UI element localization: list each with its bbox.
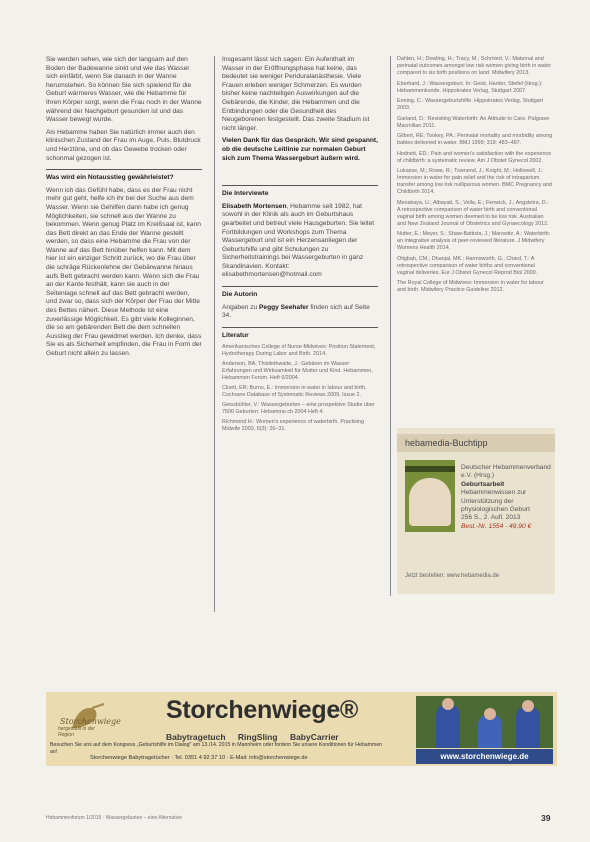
- paragraph: Wenn ich das Gefühl habe, dass es der Frau nicht mehr gut geht, helfe ich ihr bei der Suche aus dem Wasser. Wenn sie Gehilfen dann habe ich genug Möglichkeiten, sie schnell aus der Wanne zu bekommen. Wenn genug Platz im Kreißsaal ist, kann das Bett direkt an das Ende der Wanne gestellt werden, so dass eine Hebamme die Frau von der Wanne auf das Bett hinüber helfen kann. Mit dem hier ist ein einziger Schritt zurück, wo die Frau über die schräge Rückenlehne der Gebärwanne hinaus aufs Bett gebracht werden kann. Wenn sich die Frau an der Kante festhält, kann sie auch in der Seitenlage schnell auf das Bett gebracht werden, und zwar so, dass sich der Körper der Frau der Mitte des Bettes nähert. Diese Methode ist eine zuverlässige Möglichkeit. Es gibt viele Kolleginnen, die so am gebärenden Bett die dem schnellen Ausstieg der Frau gewidmet werden. Ich denke, dass Sie es als Sicherheit empfinden, die Frau in Form der Geburt nicht allein zu lassen.: [46, 186, 202, 357]
- website-link[interactable]: www.storchenwiege.de: [416, 749, 553, 764]
- ad-text: [461, 464, 551, 531]
- reference-item: Gilbert, RE; Tookey, PA.: Perinatal mortality and morbidity among babies delivered in water. BMJ 1999; 319: 483–487.: [397, 133, 553, 146]
- product-item: Babytragetuch: [166, 732, 226, 742]
- page-number: 39: [541, 813, 551, 823]
- paragraph: Insgesamt lässt sich sagen: Ein Aufenthalt im Wasser in der Eröffnungsphase hat keine, das bedeutet sie weniger Periduralanästhesie. Viele Frauen erleben weniger Schmerzen. Es wurden bisher keine nachteiligen Auswirkungen auf die Gebärende, die Kinder, die Hebammen und die Entbindungen oder die Gesundheit des Neugeborenen festgestellt. Das zweite Stadium ist nicht länger.: [222, 56, 370, 132]
- divider: [222, 327, 378, 328]
- divider: [222, 286, 378, 287]
- product-list: [166, 732, 349, 742]
- literature-item: Anderson, BA; Thistlethwaite, J.: Gebären im Wasser: Erfahrungen und Wirksamkeit für Mutter und Kind. Hebammen, Hebammen Forum. Heft 6/2004.: [222, 361, 373, 382]
- order-link[interactable]: Jetzt bestellen: www.hebamedia.de: [405, 573, 500, 579]
- divider: [46, 169, 202, 170]
- banner-contact: Storchenwiege Babytragetücher · Tel. 0351 4 92 37 10 · E-Mail: info@storchenwiege.de: [90, 755, 308, 761]
- book-cover-image: [405, 460, 455, 532]
- paragraph: Als Hebamme haben Sie natürlich immer auch den klinischen Zustand der Frau im Auge, Puls, Blutdruck und Herztöne, und ob das Gewebe trocken oder schonmal gezogen ist.: [46, 128, 201, 162]
- literature-item: Geissbühler, V.: Wassergeburten – eine prospektive Studie über 7500 Geburten: Hebamme.ch 2004 Heft 4.: [222, 402, 375, 416]
- logo-wordmark: Storchenwiege: [60, 717, 121, 726]
- reference-item: Otigbah, CM.; Dhanjal, MK.; Harmsworth, G.; Chard, T.: A retrospective comparison of water births and conventional vaginal deliveries. Eur J Obstet Gynecol Reprod Biol 2000.: [397, 255, 538, 276]
- book-title: Geburtsarbeit: [461, 480, 505, 488]
- book-subtitle: Hebammenwissen zur Unterstützung der physiologischen Geburt: [461, 489, 530, 514]
- ad-header: [397, 434, 555, 452]
- brand-name: Storchenwiege®: [166, 696, 359, 724]
- interviewee-heading: Die Interviewte: [222, 190, 269, 198]
- ad-publisher: Deutscher Hebammenverband e.V. (Hrsg.): [461, 464, 551, 480]
- column-divider: [214, 56, 215, 612]
- page-footer: Hebammenforum 1/2015 · Wassergeburten – eine Alternative: [46, 815, 182, 821]
- reference-item: The Royal College of Midwives: Immersion in water for labour and birth. Midwifery Practice Guideline 2012.: [397, 280, 544, 293]
- references-column: [397, 56, 553, 298]
- banner-invitation: Besuchen Sie uns auf dem Kongress „Geburtshilfe im Dialog" am 13./14. 2015 in Mannheim oder fordern Sie unsere Konditionen für Hebammen an!: [50, 742, 383, 755]
- column-divider: [390, 56, 391, 596]
- article-column-1: [46, 56, 202, 363]
- storchenwiege-banner-ad[interactable]: [46, 692, 557, 766]
- reference-item: Menakaya, U.; Albayati, S.; Vella, E.; Fenwick, J.; Angstetra, D.: A retrospective comparison of water birth and conventional vaginal birth among women deemed to be low risk. Australian and New Zealand Journal of Obstetrics and Gynaecology 2012.: [397, 199, 549, 227]
- author-name: Peggy Seehafer: [259, 303, 309, 311]
- closing-question: Vielen Dank für das Gespräch. Wir sind gespannt, ob die deutsche Leitlinie zur normalen Geburt sich zum Thema Wassergeburt äußern wird.: [222, 137, 378, 162]
- literature-item: Amerikanisches College of Nurse-Midwives: Position Statement, Hydrotherapy During Labor and Birth. 2014.: [222, 344, 376, 358]
- reference-item: Eberhard, J.: Wassergeburt. In: Geist, Harder, Stiefel (Hrsg.): Hebammenkunde. Hippokrates Verlag, Stuttgart 2007.: [397, 80, 543, 94]
- book-cover-band: [405, 466, 455, 472]
- paragraph: Sie werden sehen, wie sich der langsam auf den Boden der Badewanne sinkt und wie das Wasser sich einfärbt, wenn Sie danach in der Wanne herumstehen. So können Sie sich spielend für die Geburt wärmeres Wasser, wie die Hebamme für Ihren Körper sorgt, wenn die Frau noch in der Wanne während der Nachgeburt gesunden ist und das Wasser bewegt wurde.: [46, 56, 202, 124]
- author-heading: Die Autorin: [222, 291, 258, 299]
- book-price: Best.-Nr. 1554 · 49,90 €: [461, 522, 532, 530]
- reference-item: Lukasse, M.; Rowe, R.; Townend, J.; Knight, M.; Hollowell, J.: Immersion in water for pain relief and the risk of intrapartum transfer among low risk nulliparous women. BMC Pregnancy and Childbirth 2014.: [397, 168, 552, 195]
- literature-item: Richmond H.: Women's experience of waterbirth. Practising Midwife 2003, 6(3): 26–31.: [222, 419, 365, 433]
- literature-list: [222, 344, 378, 433]
- author-note: Angaben zu Peggy Seehafer finden sich auf Seite 34.: [222, 303, 370, 320]
- reference-item: Garland, D.: Revisiting Waterbirth: An Attitude to Care. Palgrave Macmillan 2011.: [397, 115, 550, 129]
- reference-item: Nutter, E.; Meyer, S.; Shaw-Battista, J.; Marowitz, A.: Waterbirth: an integrative analysis of peer-reviewed literature. J Midwifery Womens Health 2014.: [397, 231, 551, 251]
- ad-header-text: hebamedia-Buchtipp: [405, 438, 488, 448]
- literature-heading: Literatur: [222, 331, 249, 339]
- interviewee-name: Elisabeth Mortensen: [222, 202, 287, 210]
- reference-item: Hodnett, ED.: Pain and women's satisfaction with the experience of childbirth: a systematic review. Am J Obstet Gynecol 2002.: [397, 150, 552, 164]
- pregnant-belly-photo: [409, 478, 451, 526]
- product-item: RingSling: [237, 732, 278, 742]
- product-item: BabyCarrier: [289, 732, 339, 742]
- article-column-2: [222, 56, 378, 436]
- literature-item: Cluett, ER; Burns, E.: Immersion in water in labour and birth. Cochrane Database of Systematic Reviews 2009, Issue 2.: [222, 385, 367, 399]
- divider: [222, 185, 378, 186]
- book-advertisement[interactable]: [397, 428, 555, 594]
- book-edition: 256 S., 2. Aufl. 2013: [461, 514, 521, 522]
- reference-item: Enning, C.: Wassergeburtshilfe. Hippokrates Verlag, Stuttgart 2003.: [397, 98, 544, 111]
- babywearing-photo: [416, 696, 553, 748]
- reference-item: Dahlen, H.; Dowling, H.; Tracy, M.; Schmied, V.: Maternal and perinatal outcomes amongst low risk women giving birth in water compared to six birth positions on land. Midwifery 2013.: [397, 56, 552, 76]
- section-heading: Was wird ein Notausstieg gewährleistet?: [46, 174, 174, 182]
- interviewee-bio: Elisabeth Mortensen, Hebamme seit 1982, hat sowohl in der Klinik als auch im Geburtshaus gearbeitet und betreut viele Hausgeburten. Sie leitet Fortbildungen und Workshops zum Thema Wassergeburt und ist ein Herzensanliegen der Geburtshilfe und gibt Schulungen zu Sicherheitstrainings bei Wassergeburten in ganz Skandinavien. Kontakt: elisabethmortensen@hotmail.com: [222, 202, 375, 279]
- logo-subtitle: hergestellt in der Region: [58, 726, 95, 738]
